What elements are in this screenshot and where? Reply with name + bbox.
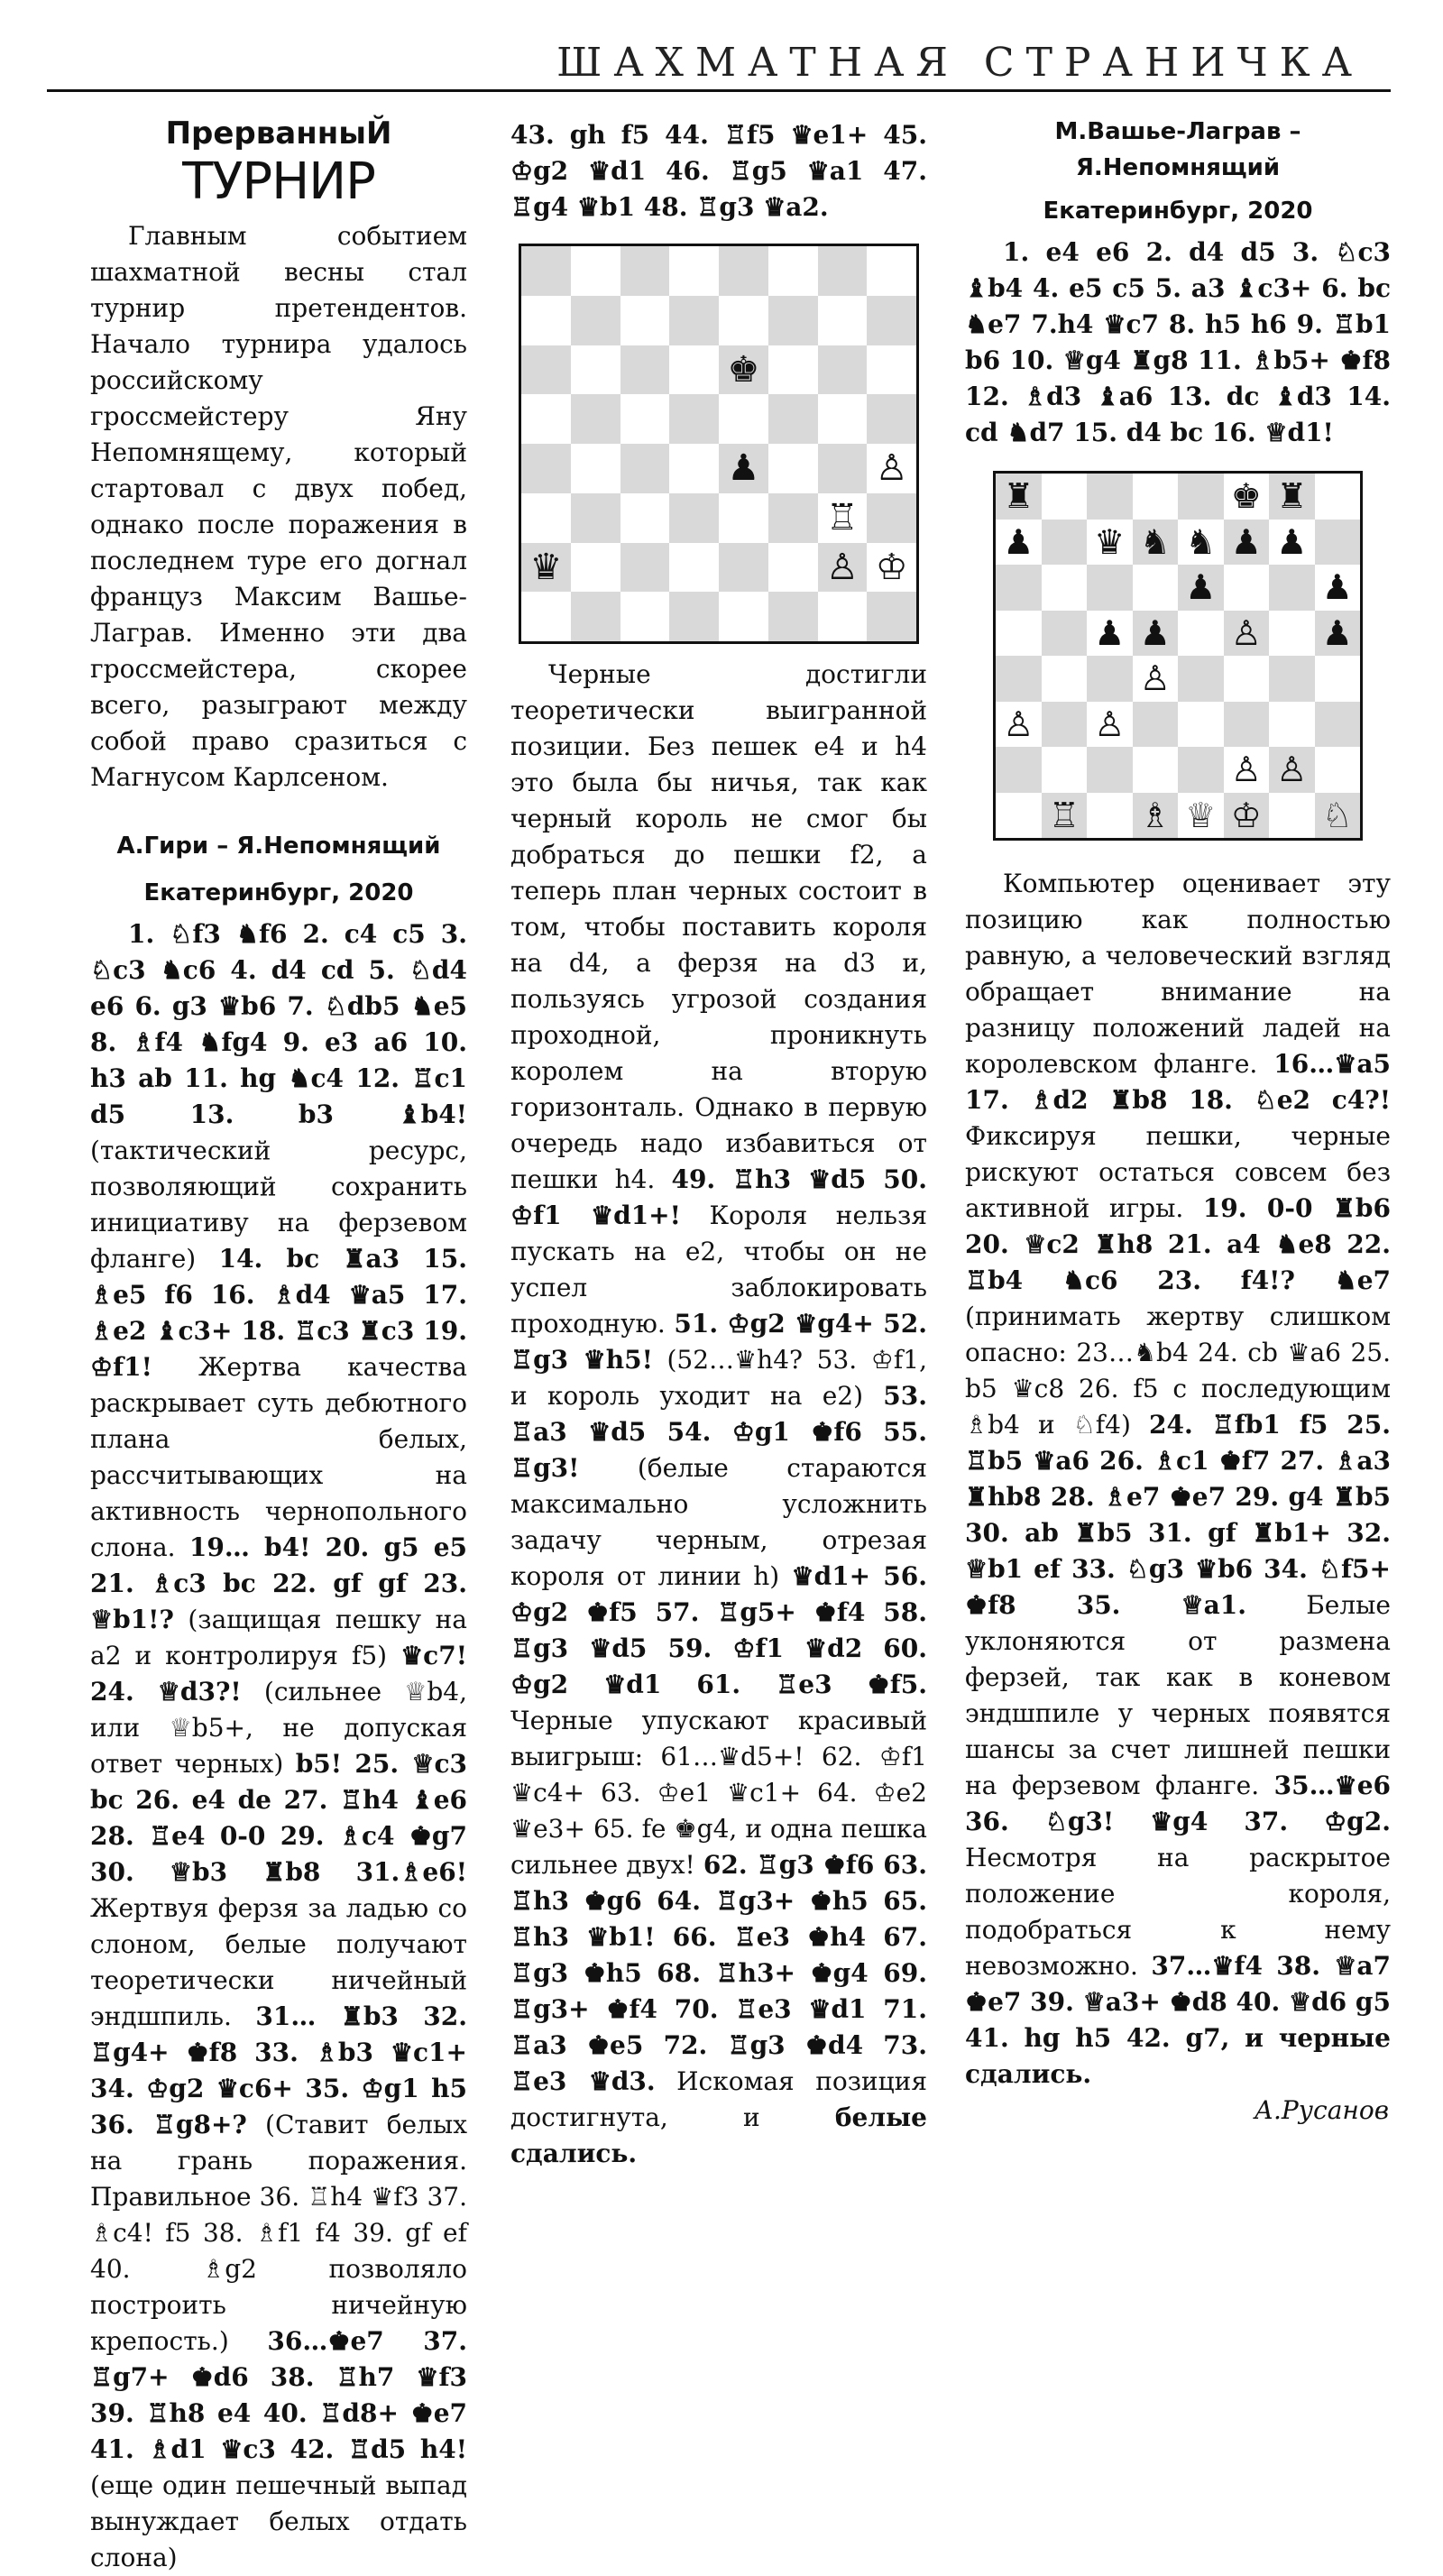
board-square <box>867 543 916 593</box>
commentary-text: Компьютер оценивает эту позицию как полностью равную, а человеческий взгляд обращает внимание на разницу положений ладей на королевском фланге. <box>965 869 1391 1079</box>
black-pawn-icon: ♟ <box>1230 521 1262 562</box>
move-notation: 62. ♖g3 ♚f6 63. ♖h3 ♚g6 64. ♖g3+ ♚h5 65. ♖h3 ♛b1! 66. ♖e3 ♚h4 67. ♖g3 ♚h5 68. ♖h3+ ♚g4 69. ♖g3+ ♚f4 70. ♖e3 ♛d1 71. ♖a3 ♚e5 72. ♖g3 ♚d4 73. ♖e3 ♛d3. <box>510 1850 928 2096</box>
commentary-text: Фиксируя пешки, черные рискуют остаться совсем без активной игры. <box>965 1121 1391 1223</box>
board-square <box>1315 747 1361 793</box>
game1-text-col2-bottom <box>510 657 927 2172</box>
board-square <box>1315 520 1361 566</box>
board-square <box>1178 747 1224 793</box>
board-square <box>521 394 571 444</box>
move-notation: 36…♚e7 37. ♖g7+ ♚d6 38. ♖h7 ♛f3 39. ♖h8 e4 40. ♖d8+ ♚e7 41. ♗d1 ♛c3 42. ♖d5 h4! <box>90 2326 468 2464</box>
move-notation: 19… b4! 20. g5 e5 21. ♗c3 bc 22. gf gf 23. ♕b1!? <box>90 1532 468 1634</box>
black-knight-icon: ♞ <box>1185 521 1217 562</box>
board-square <box>996 520 1042 566</box>
black-king-icon: ♚ <box>1230 476 1262 517</box>
white-pawn-icon: ♙ <box>875 447 908 490</box>
board-square <box>818 246 868 296</box>
board-square <box>1133 793 1179 839</box>
black-rook-icon: ♜ <box>1003 476 1034 517</box>
section-title: ШАХМАТНАЯ СТРАНИЧКА <box>556 40 1364 86</box>
board-square <box>521 493 571 543</box>
white-rook-icon: ♖ <box>825 497 859 539</box>
board-square <box>768 296 818 345</box>
board-square <box>768 444 818 493</box>
board-square <box>1269 793 1315 839</box>
board-square <box>620 246 670 296</box>
board-square <box>1133 656 1179 702</box>
board-square <box>669 444 719 493</box>
move-notation: 37…♛f4 38. ♕a7 ♚e7 39. ♕a3+ ♚d8 40. ♕d6 g5 41. hg h5 42. g7, и черные сдались. <box>965 1951 1392 2089</box>
board-square <box>996 611 1042 657</box>
board-square <box>719 345 768 395</box>
board-square <box>768 345 818 395</box>
white-pawn-icon: ♙ <box>1139 658 1171 699</box>
column-1 <box>90 114 467 2576</box>
board-square <box>1133 520 1179 566</box>
board-square <box>719 592 768 641</box>
board-square <box>719 444 768 493</box>
game2-place: Екатеринбург, 2020 <box>1043 198 1313 225</box>
board-square <box>669 394 719 444</box>
move-notation: 24. ♖fb1 f5 25. ♖b5 ♛a6 26. ♗c1 ♚f7 27. ♗a3 ♜hb8 28. ♗e7 ♚e7 29. g4 ♜b5 30. ab ♜b5 31. gf ♜b1+ 32. ♕b1 ef 33. ♘g3 ♛b6 34. ♘f5+ ♚f8 35. ♕a1. <box>965 1410 1391 1620</box>
column-2 <box>510 117 927 2172</box>
black-pawn-icon: ♟ <box>1094 612 1126 653</box>
game2-text-bottom <box>965 866 1391 2093</box>
black-rook-icon: ♜ <box>1276 476 1308 517</box>
board-square <box>1042 611 1088 657</box>
move-notation: 43. gh f5 44. ♖f5 ♛e1+ 45. ♔g2 ♛d1 46. ♖g5 ♛a1 47. ♖g4 ♛b1 48. ♖g3 ♛a2. <box>510 120 927 222</box>
chess-diagram-1 <box>519 244 919 644</box>
move-notation: 51. ♔g2 ♛g4+ 52. ♖g3 ♛h5! <box>510 1309 927 1375</box>
board-square <box>1269 565 1315 611</box>
board-square <box>620 296 670 345</box>
board-square <box>620 394 670 444</box>
white-pawn-icon: ♙ <box>1276 750 1308 790</box>
intro-paragraph: Главным событием шахматной весны стал турнир претендентов. Начало турнира удалось российскому гроссмейстеру Яну Непомнящему, который стартовал с двух побед, однако после поражения в последнем туре его догнал француз Максим Вашье-Лаграв. Именно эти два гроссмейстера, скорее всего, разыграют между собой право сразиться с Магнусом Карлсеном. <box>90 221 467 792</box>
board-square <box>719 394 768 444</box>
move-notation: 1. e4 e6 2. d4 d5 3. ♘c3 ♝b4 4. e5 c5 5. a3 ♝c3+ 6. bc ♞e7 7.h4 ♛c7 8. h5 h6 9. ♖b1 b6 10. ♕g4 ♜g8 11. ♗b5+ ♚f8 12. ♗d3 ♝a6 13. dc ♝d3 14. cd ♞d7 15. d4 bc 16. ♕d1! <box>965 237 1391 447</box>
commentary-text: Короля нельзя пускать на е2, чтобы он не успел заблокировать проходную. <box>510 1201 927 1339</box>
board-square <box>818 592 868 641</box>
board-square <box>768 493 818 543</box>
move-notation: белые сдались. <box>510 2102 927 2168</box>
move-notation: b5! 25. ♕c3 bc 26. e4 de 27. ♖h4 ♝e6 28. ♖e4 0-0 29. ♗c4 ♚g7 30. ♕b3 ♜b8 31.♗e6! <box>90 1749 467 1887</box>
board-square <box>620 592 670 641</box>
board-square <box>719 493 768 543</box>
article-title <box>90 114 467 211</box>
board-square <box>719 296 768 345</box>
board-square <box>768 543 818 593</box>
board-square <box>867 493 916 543</box>
white-pawn-icon: ♙ <box>825 546 859 588</box>
black-king-icon: ♚ <box>727 348 760 391</box>
board-square <box>768 246 818 296</box>
board-square <box>996 656 1042 702</box>
board-square <box>996 793 1042 839</box>
white-king-icon: ♔ <box>875 546 908 588</box>
board-square <box>669 592 719 641</box>
board-square <box>1178 611 1224 657</box>
move-notation: ♛c7! 24. ♕d3?! <box>90 1641 467 1707</box>
move-notation: 49. ♖h3 ♛d5 50. ♔f1 ♛d1+! <box>510 1164 927 1230</box>
board-square <box>571 345 620 395</box>
article-title-line1: ПрерванныЙ <box>165 115 392 152</box>
board-square <box>669 345 719 395</box>
game1-place: Екатеринбург, 2020 <box>143 879 414 906</box>
black-pawn-icon: ♟ <box>1003 521 1034 562</box>
board-square <box>669 493 719 543</box>
board-square <box>521 592 571 641</box>
board-square <box>867 296 916 345</box>
board-square <box>1269 747 1315 793</box>
black-pawn-icon: ♟ <box>1321 567 1353 608</box>
board-square <box>1178 656 1224 702</box>
commentary-text: (сильнее ♕b4, или ♕b5+, не допуская ответ черных) <box>90 1677 467 1779</box>
board-square <box>996 702 1042 748</box>
black-pawn-icon: ♟ <box>1139 612 1171 653</box>
black-pawn-icon: ♟ <box>727 447 760 490</box>
board-square <box>1224 565 1270 611</box>
move-notation: 53. ♖a3 ♛d5 54. ♔g1 ♚f6 55. ♖g3! <box>510 1381 927 1483</box>
board-square <box>1133 747 1179 793</box>
board-square <box>571 444 620 493</box>
board-square <box>1133 565 1179 611</box>
board-square <box>1315 793 1361 839</box>
board-square <box>1224 793 1270 839</box>
board-square <box>1087 520 1133 566</box>
chess-board-grid <box>996 474 1360 838</box>
board-square <box>1269 656 1315 702</box>
board-square <box>1315 611 1361 657</box>
board-square <box>1087 656 1133 702</box>
board-square <box>1087 702 1133 748</box>
board-square <box>818 444 868 493</box>
board-square <box>571 296 620 345</box>
game1-text-col2-top <box>510 117 927 225</box>
article-title-line2: ТУРНИР <box>182 152 375 211</box>
board-square <box>1042 793 1088 839</box>
board-square <box>1042 520 1088 566</box>
board-square <box>571 246 620 296</box>
game1-players: А.Гири – Я.Непомнящий <box>116 833 441 860</box>
commentary-text: (52…♛h4? 53. ♔f1, и король уходит на е2) <box>510 1345 927 1411</box>
board-square <box>1087 793 1133 839</box>
board-square <box>867 345 916 395</box>
board-square <box>1178 565 1224 611</box>
board-square <box>867 246 916 296</box>
board-square <box>1133 702 1179 748</box>
board-square <box>1042 747 1088 793</box>
board-square <box>1133 611 1179 657</box>
board-square <box>571 543 620 593</box>
board-square <box>1087 565 1133 611</box>
board-square <box>1178 702 1224 748</box>
board-square <box>521 543 571 593</box>
white-king-icon: ♔ <box>1230 795 1262 835</box>
board-square <box>521 246 571 296</box>
commentary-text: Белые уклоняются от размена ферзей, так как в коневом эндшпиле у черных появятся шансы за счет лишней пешки на ферзевом фланге. <box>965 1590 1391 1800</box>
board-square <box>1042 656 1088 702</box>
board-square <box>620 444 670 493</box>
board-square <box>867 592 916 641</box>
column-3 <box>965 114 1391 2129</box>
board-square <box>768 394 818 444</box>
board-square <box>719 246 768 296</box>
board-square <box>996 565 1042 611</box>
game2-players-line2: Я.Непомнящий <box>1075 154 1281 181</box>
game2-players-line1: М.Вашье-Лаграв – <box>1054 118 1301 145</box>
commentary-text: Черные упускают красивый выигрыш: 61…♛d5+! 62. ♔f1 ♛c4+ 63. ♔e1 ♛c1+ 64. ♔e2 ♛e3+ 65. fe ♚g4, и одна пешка сильнее двух! <box>510 1706 927 1880</box>
commentary-text: Несмотря на раскрытое положение короля, подобраться к нему невозможно. <box>965 1843 1391 1981</box>
board-square <box>1269 611 1315 657</box>
board-square <box>1087 611 1133 657</box>
board-square <box>1315 474 1361 520</box>
commentary-text: Жертва качества раскрывает суть дебютного плана белых, рассчитывающих на активность чернопольного слона. <box>90 1352 467 1562</box>
commentary-text: (принимать жертву слишком опасно: 23…♞b4 24. cb ♛a6 25. b5 ♛c8 26. f5 с последующим ♗b4 и ♘f4) <box>965 1302 1391 1440</box>
black-knight-icon: ♞ <box>1139 521 1171 562</box>
commentary-text: (еще один пешечный выпад вынуждает белых отдать слона) <box>90 2470 467 2572</box>
board-square <box>571 394 620 444</box>
board-square <box>669 296 719 345</box>
board-square <box>867 394 916 444</box>
chess-diagram-2 <box>993 471 1363 841</box>
board-square <box>768 592 818 641</box>
author-signature: А.Русанов <box>1254 2095 1389 2125</box>
board-square <box>1224 520 1270 566</box>
game2-text-top <box>965 235 1391 451</box>
board-square <box>1269 520 1315 566</box>
board-square <box>996 747 1042 793</box>
board-square <box>996 474 1042 520</box>
board-square <box>1269 702 1315 748</box>
move-notation: 1. ♘f3 ♞f6 2. c4 c5 3. ♘c3 ♞c6 4. d4 cd 5. ♘d4 e6 6. g3 ♛b6 7. ♘db5 ♞e5 8. ♗f4 ♞fg4 9. e3 a6 10. h3 ab 11. hg ♞c4 12. ♖c1 d5 13. b3 ♝b4! <box>90 919 467 1129</box>
board-square <box>1087 474 1133 520</box>
board-square <box>669 246 719 296</box>
board-square <box>818 543 868 593</box>
board-square <box>571 592 620 641</box>
board-square <box>1224 747 1270 793</box>
move-notation: 31… ♜b3 32. ♖g4+ ♚f8 33. ♗b3 ♛c1+ 34. ♔g2 ♛c6+ 35. ♔g1 h5 36. ♖g8+? <box>90 2001 467 2139</box>
commentary-text: Жертвуя ферзя за ладью со слоном, белые получают теоретически ничейный эндшпиль. <box>90 1893 467 2031</box>
board-square <box>867 444 916 493</box>
board-square <box>669 543 719 593</box>
board-square <box>1315 565 1361 611</box>
white-knight-icon: ♘ <box>1321 795 1353 835</box>
white-queen-icon: ♕ <box>1185 795 1217 835</box>
board-square <box>1178 793 1224 839</box>
black-pawn-icon: ♟ <box>1185 567 1217 608</box>
chess-board-grid <box>521 246 916 641</box>
black-queen-icon: ♛ <box>1094 521 1126 562</box>
board-square <box>1042 702 1088 748</box>
board-square <box>818 296 868 345</box>
board-square <box>571 493 620 543</box>
board-square <box>1042 474 1088 520</box>
board-square <box>620 345 670 395</box>
board-square <box>521 296 571 345</box>
board-square <box>1224 656 1270 702</box>
commentary-text: (защищая пешку на a2 и контролируя f5) <box>90 1605 467 1670</box>
move-notation: 16…♛a5 17. ♗d2 ♜b8 18. ♘e2 c4?! <box>965 1049 1391 1115</box>
white-pawn-icon: ♙ <box>1094 704 1126 744</box>
board-square <box>620 493 670 543</box>
move-notation: 35…♛e6 36. ♘g3! ♛g4 37. ♔g2. <box>965 1771 1391 1836</box>
black-queen-icon: ♛ <box>529 546 563 588</box>
board-square <box>620 543 670 593</box>
commentary-text: (Ставит белых на грань поражения. Правильное 36. ♖h4 ♛f3 37. ♗c4! f5 38. ♗f1 f4 39. gf ef 40. ♗g2 позволяло построить ничейную крепость.) <box>90 2110 467 2356</box>
board-square <box>1133 474 1179 520</box>
board-square <box>1042 565 1088 611</box>
board-square <box>1315 656 1361 702</box>
board-square <box>521 444 571 493</box>
white-pawn-icon: ♙ <box>1003 704 1034 744</box>
board-square <box>1224 702 1270 748</box>
board-square <box>1178 474 1224 520</box>
board-square <box>1224 611 1270 657</box>
move-notation: 19. 0-0 ♜b6 20. ♕c2 ♜h8 21. a4 ♞e8 22. ♖b4 ♞c6 23. f4!? ♞e7 <box>965 1193 1391 1295</box>
move-notation: ♛d1+ 56. ♔g2 ♚f5 57. ♖g5+ ♚f4 58. ♖g3 ♛d5 59. ♔f1 ♛d2 60. ♔g2 ♛d1 61. ♖e3 ♚f5. <box>510 1561 927 1699</box>
black-pawn-icon: ♟ <box>1321 612 1353 653</box>
board-square <box>1315 702 1361 748</box>
board-square <box>818 493 868 543</box>
move-notation: 14. bc ♜a3 15. ♗e5 f6 16. ♗d4 ♛a5 17. ♗e2 ♝c3+ 18. ♖c3 ♜c3 19. ♔f1! <box>90 1244 467 1382</box>
game1-text-col1 <box>90 916 467 2576</box>
board-square <box>818 345 868 395</box>
white-pawn-icon: ♙ <box>1230 750 1262 790</box>
white-rook-icon: ♖ <box>1048 795 1080 835</box>
commentary-text: Черные достигли теоретически выигранной позиции. Без пешек е4 и h4 это была бы ничья, так как черный король не смог бы добраться до пешки f2, а теперь план черных состоит в том, чтобы поставить короля на d4, а ферзя на d3 и, пользуясь угрозой создания проходной, проникнуть королем на вторую горизонталь. Однако в первую очередь надо избавиться от пешки h4. <box>510 659 927 1194</box>
commentary-text: Искомая позиция достигнута, и <box>510 2066 927 2132</box>
board-square <box>1269 474 1315 520</box>
board-square <box>1087 747 1133 793</box>
board-square <box>1224 474 1270 520</box>
board-square <box>521 345 571 395</box>
page-header <box>47 27 1391 92</box>
black-pawn-icon: ♟ <box>1276 521 1308 562</box>
white-bishop-icon: ♗ <box>1139 795 1171 835</box>
white-pawn-icon: ♙ <box>1230 612 1262 653</box>
commentary-text: (тактический ресурс, позволяющий сохранить инициативу на ферзевом фланге) <box>90 1136 467 1274</box>
board-square <box>818 394 868 444</box>
board-square <box>1178 520 1224 566</box>
commentary-text: (белые стараются максимально усложнить задачу черным, отрезая короля от линии h) <box>510 1453 927 1591</box>
board-square <box>719 543 768 593</box>
